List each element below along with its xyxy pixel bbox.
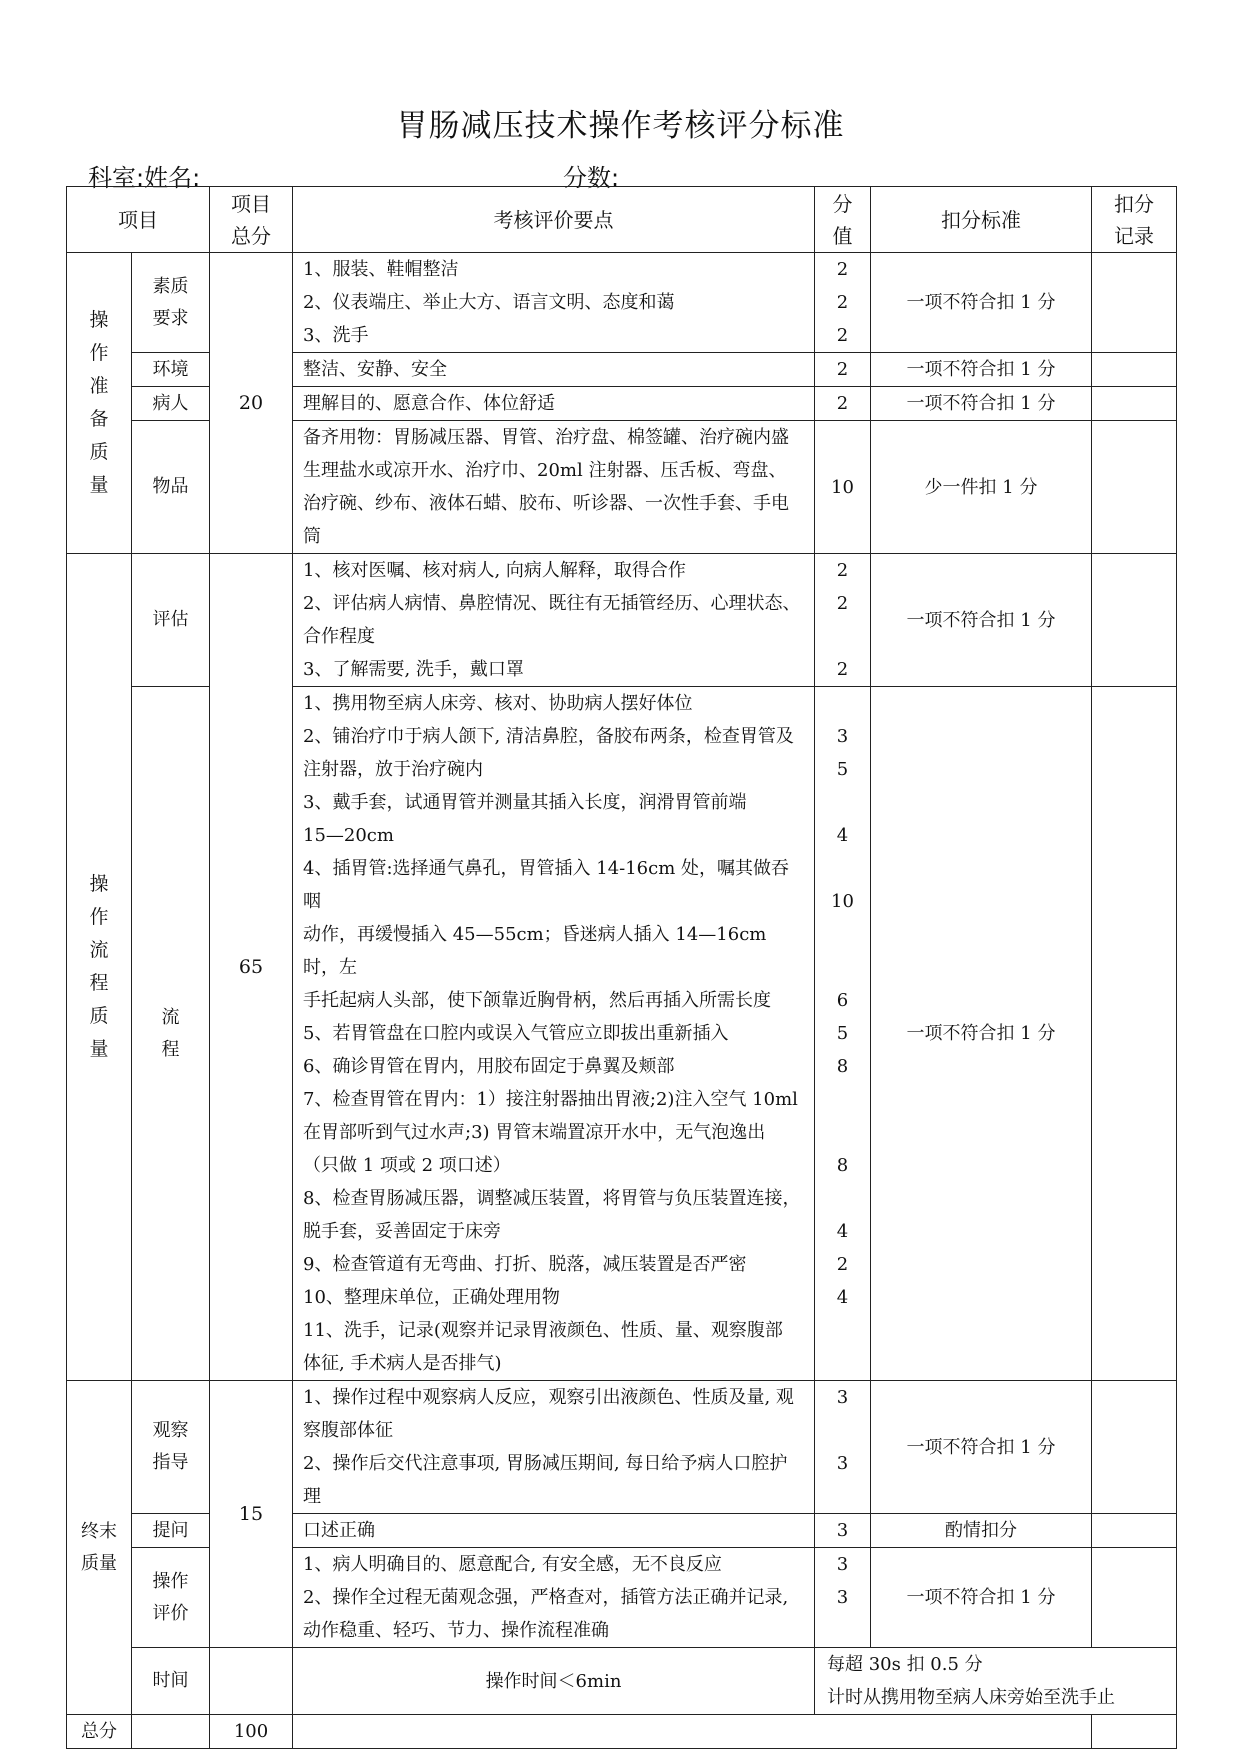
record-cell (1092, 253, 1177, 353)
flow-scores: 3 5 4 10 6 5 8 8 4 2 4 (815, 687, 871, 1381)
col-item: 项目 (67, 187, 210, 253)
evaluate-points: 1、病人明确目的、愿意配合, 有安全感，无不良反应 2、操作全过程无菌观念强，严格查对，插管方法正确并记录, 动作稳重、轻巧、节力、操作流程准确 (293, 1548, 815, 1648)
dept-name-label: 科室:姓名: (88, 164, 201, 192)
total-label: 总分 (67, 1715, 132, 1749)
sub-items-label: 物品 (132, 421, 210, 554)
assess-standard: 一项不符合扣 1 分 (871, 554, 1092, 687)
scoring-table (66, 186, 1177, 1749)
sub-time-label: 时间 (132, 1648, 210, 1715)
row-time (67, 1648, 1177, 1715)
row-observe (67, 1381, 1177, 1514)
question-standard: 酌情扣分 (871, 1514, 1092, 1548)
record-cell (1092, 1548, 1177, 1648)
question-points: 口述正确 (293, 1514, 815, 1548)
sub-question-label: 提问 (132, 1514, 210, 1548)
section-prep-label: 操作准备质量 (67, 253, 132, 554)
items-score: 10 (815, 421, 871, 554)
header-row (67, 187, 1177, 253)
sub-env-label: 环境 (132, 353, 210, 387)
env-standard: 一项不符合扣 1 分 (871, 353, 1092, 387)
observe-scores: 3 3 (815, 1381, 871, 1514)
row-total (67, 1715, 1177, 1749)
items-standard: 少一件扣 1 分 (871, 421, 1092, 554)
section-final-total: 15 (210, 1381, 293, 1648)
sub-patient-label: 病人 (132, 387, 210, 421)
flow-standard: 一项不符合扣 1 分 (871, 687, 1092, 1381)
page-title: 胃肠减压技术操作考核评分标准 (396, 108, 845, 144)
sub-flow-label: 流 程 (132, 687, 210, 1381)
record-cell (1092, 687, 1177, 1381)
row-quality (67, 253, 1177, 353)
assess-scores: 2 2 2 (815, 554, 871, 687)
score-label: 分数: (563, 164, 620, 192)
col-record: 扣分 记录 (1092, 187, 1177, 253)
col-points: 考核评价要点 (293, 187, 815, 253)
section-process-label: 操作流程质量 (67, 554, 132, 1381)
record-cell (1092, 554, 1177, 687)
sub-assess-label: 评估 (132, 554, 210, 687)
env-score: 2 (815, 353, 871, 387)
patient-score: 2 (815, 387, 871, 421)
row-assess (67, 554, 1177, 687)
flow-points: 1、携用物至病人床旁、核对、协助病人摆好体位 2、铺治疗巾于病人颌下, 清洁鼻腔，备胶布两条，检查胃管及 注射器，放于治疗碗内 3、戴手套，试通胃管并测量其插入长度，润滑胃管前端 15—20cm 4、插胃管:选择通气鼻孔，胃管插入 14-16cm 处，嘱其做吞咽 动作，再缓慢插入 45—55cm；昏迷病人插入 14—16cm 时，左 手托起病人头部，使下颌靠近胸骨柄，然后再插入所需长度 5、若胃管盘在口腔内或误入气管应立即拔出重新插入 6、确诊胃管在胃内，用胶布固定于鼻翼及颊部 7、检查胃管在胃内：1）接注射器抽出胃液;2)注入空气 10ml 在胃部听到气过水声;3) 胃管末端置凉开水中，无气泡逸出 （只做 1 项或 2 项口述） 8、检查胃肠减压器，调整减压装置，将胃管与负压装置连接， 脱手套，妥善固定于床旁 9、检查管道有无弯曲、打折、脱落，减压装置是否严密 10、整理床单位，正确处理用物 11、洗手，记录(观察并记录胃液颜色、性质、量、观察腹部 体征, 手术病人是否排气) (293, 687, 815, 1381)
col-score: 分 值 (815, 187, 871, 253)
col-standard: 扣分标准 (871, 187, 1092, 253)
sub-observe-label: 观察 指导 (132, 1381, 210, 1514)
record-cell (1092, 421, 1177, 554)
quality-scores: 2 2 2 (815, 253, 871, 353)
section-process-total: 65 (210, 554, 293, 1381)
time-total-cell (210, 1648, 293, 1715)
record-cell (1092, 1715, 1177, 1749)
total-span (293, 1715, 1092, 1749)
observe-standard: 一项不符合扣 1 分 (871, 1381, 1092, 1514)
section-prep-total: 20 (210, 253, 293, 554)
sub-quality-label: 素质 要求 (132, 253, 210, 353)
evaluate-scores: 3 3 (815, 1548, 871, 1648)
col-total: 项目 总分 (210, 187, 293, 253)
total-value: 100 (210, 1715, 293, 1749)
record-cell (1092, 1381, 1177, 1514)
patient-points: 理解目的、愿意合作、体位舒适 (293, 387, 815, 421)
env-points: 整洁、安静、安全 (293, 353, 815, 387)
observe-points: 1、操作过程中观察病人反应，观察引出液颜色、性质及量, 观 察腹部体征 2、操作后交代注意事项, 胃肠减压期间, 每日给予病人口腔护 理 (293, 1381, 815, 1514)
items-points: 备齐用物：胃肠减压器、胃管、治疗盘、棉签罐、治疗碗内盛 生理盐水或凉开水、治疗巾、20ml 注射器、压舌板、弯盘、 治疗碗、纱布、液体石蜡、胶布、听诊器、一次性手套、手电 筒 (293, 421, 815, 554)
record-cell (1092, 353, 1177, 387)
total-empty (132, 1715, 210, 1749)
time-points: 操作时间＜6min (293, 1648, 815, 1715)
time-standard: 每超 30s 扣 0.5 分 计时从携用物至病人床旁始至洗手止 (815, 1648, 1177, 1715)
quality-standard: 一项不符合扣 1 分 (871, 253, 1092, 353)
section-final-label: 终末 质量 (67, 1381, 132, 1715)
evaluate-standard: 一项不符合扣 1 分 (871, 1548, 1092, 1648)
sub-evaluate-label: 操作 评价 (132, 1548, 210, 1648)
assess-points: 1、核对医嘱、核对病人, 向病人解释，取得合作 2、评估病人病情、鼻腔情况、既往有无插管经历、心理状态、 合作程度 3、了解需要, 洗手，戴口罩 (293, 554, 815, 687)
patient-standard: 一项不符合扣 1 分 (871, 387, 1092, 421)
record-cell (1092, 1514, 1177, 1548)
record-cell (1092, 387, 1177, 421)
question-score: 3 (815, 1514, 871, 1548)
quality-points: 1、服装、鞋帽整洁 2、仪表端庄、举止大方、语言文明、态度和蔼 3、洗手 (293, 253, 815, 353)
